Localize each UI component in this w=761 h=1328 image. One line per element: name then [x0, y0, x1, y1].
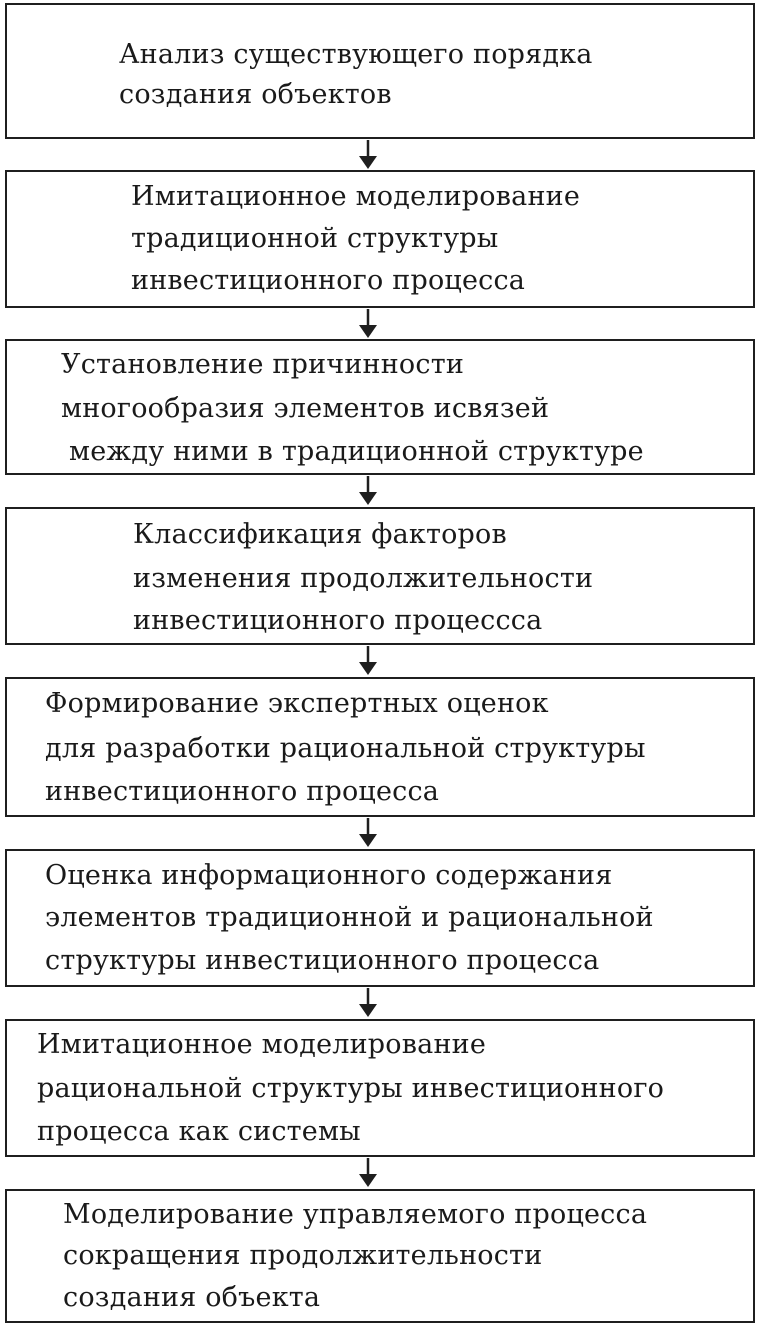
step-text-line: сокращения продолжительности [63, 1240, 543, 1271]
step-text-line: Имитационное моделирование [37, 1029, 487, 1060]
step-text-line: между ними в традиционной структуре [69, 436, 644, 467]
step-text-line: структуры инвестиционного процесса [45, 945, 600, 976]
step-text-line: Формирование экспертных оценок [45, 688, 549, 719]
step-text-line: элементов традиционной и рациональной [45, 902, 654, 933]
flow-step-4 [5, 507, 755, 645]
step-text-line: традиционной структуры [131, 223, 499, 254]
flow-step-2 [5, 170, 755, 308]
flow-step-7 [5, 1019, 755, 1157]
step-text-line: Оценка информационного содержания [45, 860, 613, 891]
arrow-down-icon [356, 140, 380, 170]
arrow-down-icon [356, 1158, 380, 1188]
step-text-line: инвестиционного процесса [45, 776, 440, 807]
step-text-line: изменения продолжительности [133, 563, 594, 594]
arrow-down-icon [356, 309, 380, 339]
step-text-line: Классификация факторов [133, 519, 507, 550]
arrow-down-icon [356, 476, 380, 506]
step-text-line: рациональной структуры инвестиционного [37, 1073, 665, 1104]
flow-step-1 [5, 3, 755, 139]
flow-step-3 [5, 339, 755, 475]
step-text-line: Анализ существующего порядка [119, 39, 593, 70]
step-text-line: Моделирование управляемого процесса [63, 1199, 648, 1230]
step-text-line: Установление причинности [61, 349, 465, 380]
step-text-line: Имитационное моделирование [131, 181, 581, 212]
step-text-line: создания объекта [63, 1282, 321, 1313]
arrow-down-icon [356, 988, 380, 1018]
step-text-line: процесса как системы [37, 1116, 361, 1147]
step-text-line: инвестиционного процесса [131, 265, 526, 296]
flow-step-5 [5, 677, 755, 817]
step-text-line: для разработки рациональной структуры [45, 733, 646, 764]
step-text-line: многообразия элементов исвязей [61, 393, 550, 424]
arrow-down-icon [356, 646, 380, 676]
step-text-line: инвестиционного процессса [133, 605, 543, 636]
arrow-down-icon [356, 818, 380, 848]
flow-step-6 [5, 849, 755, 987]
flow-step-8 [5, 1189, 755, 1323]
step-text-line: создания объектов [119, 79, 392, 110]
